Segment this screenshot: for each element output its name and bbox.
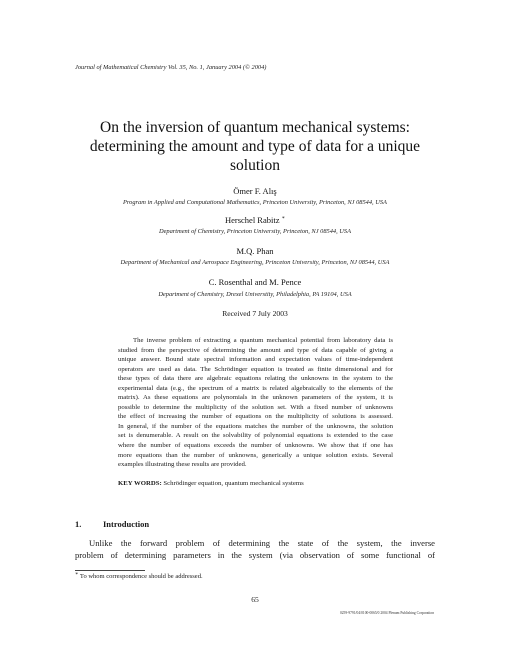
footnote-marker: ∗ bbox=[75, 571, 79, 577]
body-text bbox=[75, 537, 435, 561]
abstract-line: the effect of increasing the number of equations on the multiplicity of solutions is assessed. bbox=[118, 413, 393, 421]
author-affiliation: Department of Chemistry, Princeton University, Princeton, NJ 08544, USA bbox=[158, 228, 352, 235]
author-name bbox=[0, 215, 510, 225]
abstract-line: In general, if the number of the equations matches the number of the unknowns, the solution bbox=[118, 422, 393, 430]
abstract-line: unique answer. Bound state spectral information and expectation values of time-independent bbox=[118, 356, 393, 364]
body-line: problem of determining parameters in the system (via observation of some functional of bbox=[75, 550, 435, 560]
abstract-line: more equations than the number of unknowns, generically a unique solution exists. Several bbox=[118, 451, 393, 459]
footnote-text: To whom correspondence should be addressed. bbox=[79, 573, 203, 580]
author-name-text: C. Rosenthal and M. Pence bbox=[208, 277, 302, 287]
abstract-line: matrix). As these equations are polynomials in the unknown parameters of the system, it is bbox=[118, 394, 393, 402]
abstract-line: The inverse problem of extracting a quantum mechanical potential from laboratory data is bbox=[133, 337, 393, 344]
page-number: 65 bbox=[251, 595, 259, 604]
footnote-marker: ∗ bbox=[281, 216, 286, 222]
abstract-line: operators are used as data. The Schrödinger equation is treated as finite dimensional and for bbox=[118, 365, 393, 373]
section-title: Introduction bbox=[103, 519, 150, 529]
section-number: 1. bbox=[75, 519, 82, 529]
abstract-line: examples illustrating these results are provided. bbox=[118, 461, 247, 469]
author-name bbox=[0, 186, 510, 196]
abstract-line: studied from the perspective of determining the amount and type of data capable of giving a bbox=[118, 346, 393, 354]
abstract-line: these types of data there are algebraic equations relating the unknowns in the system to the bbox=[118, 375, 393, 383]
author-name-text: M.Q. Phan bbox=[236, 246, 274, 256]
keywords bbox=[118, 480, 304, 487]
body-line: Unlike the forward problem of determining the state of the system, the inverse bbox=[89, 538, 435, 548]
keywords-text: Schrödinger equation, quantum mechanical systems bbox=[163, 480, 304, 487]
received-date: Received 7 July 2003 bbox=[222, 309, 288, 318]
paper-title bbox=[60, 118, 450, 175]
abstract-line: possible to determine the multiplicity of the solution set. With a fixed number of unknowns bbox=[118, 403, 393, 411]
author-affiliation: Department of Mechanical and Aerospace Engineering, Princeton University, Princeton, NJ 08544, USA bbox=[120, 259, 390, 266]
journal-header: Journal of Mathematical Chemistry Vol. 35, No. 1, January 2004 (© 2004) bbox=[75, 64, 267, 71]
author-affiliation: Department of Chemistry, Drexel Universtity, Philadelphia, PA 19104, USA bbox=[158, 291, 352, 298]
author-name bbox=[0, 277, 510, 287]
title-line: solution bbox=[230, 157, 280, 174]
author-name-text: Herschel Rabitz bbox=[224, 215, 280, 225]
abstract-line: where the number of equations exceeds the number of unknowns. We show that if one has bbox=[118, 442, 393, 450]
abstract-line: set is denumerable. A result on the solvability of polynomial equations is extended to the case bbox=[118, 432, 393, 440]
title-line: On the inversion of quantum mechanical systems: bbox=[100, 119, 410, 136]
footnote-divider bbox=[75, 570, 145, 571]
title-line: determining the amount and type of data for a unique bbox=[89, 138, 421, 155]
abstract-line: experimental data (e.g., the spectrum of a matrix is related algebraically to the elements of the bbox=[118, 384, 393, 392]
copyright-notice: 0259-9791/04/0100-0065/0 2004 Plenum Publishing Corporation bbox=[339, 611, 434, 615]
author-name-text: Ömer F. Alış bbox=[233, 186, 277, 196]
section-heading bbox=[75, 519, 149, 529]
abstract bbox=[118, 336, 393, 470]
footnote bbox=[75, 573, 203, 580]
keywords-label: KEY WORDS: bbox=[118, 480, 162, 487]
author-affiliation: Program in Applied and Computational Mathematics, Princeton University, Princeton, NJ 08544, USA bbox=[123, 199, 387, 206]
author-name bbox=[0, 246, 510, 256]
